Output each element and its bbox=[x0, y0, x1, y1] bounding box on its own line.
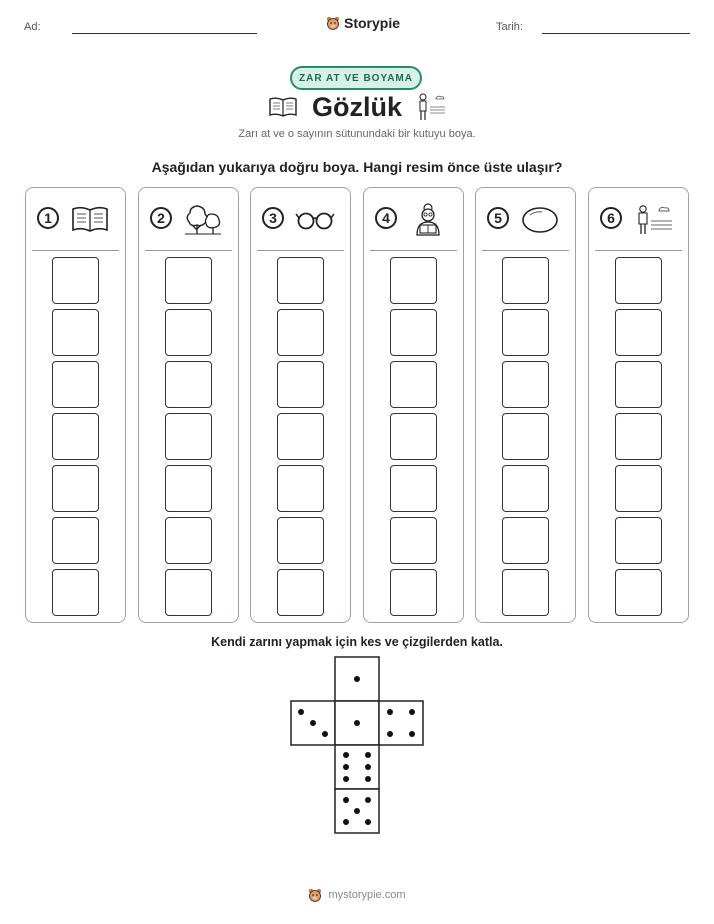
brand-logo bbox=[326, 15, 400, 31]
color-box[interactable] bbox=[165, 569, 212, 616]
column-number: 5 bbox=[487, 207, 509, 229]
color-box[interactable] bbox=[165, 257, 212, 304]
color-box[interactable] bbox=[390, 569, 437, 616]
color-box[interactable] bbox=[277, 569, 324, 616]
grandma-reading-icon bbox=[408, 202, 448, 236]
color-box[interactable] bbox=[165, 361, 212, 408]
color-box[interactable] bbox=[277, 361, 324, 408]
color-box[interactable] bbox=[52, 569, 99, 616]
brand-name: Storypie bbox=[344, 15, 401, 31]
column-divider bbox=[145, 250, 232, 251]
dice-net bbox=[290, 656, 426, 836]
column-divider bbox=[370, 250, 457, 251]
color-box[interactable] bbox=[52, 413, 99, 460]
color-box[interactable] bbox=[390, 257, 437, 304]
color-box[interactable] bbox=[165, 517, 212, 564]
color-box[interactable] bbox=[615, 361, 662, 408]
footer bbox=[0, 888, 714, 902]
footer-url[interactable]: mystorypie.com bbox=[328, 889, 406, 901]
color-box[interactable] bbox=[52, 517, 99, 564]
color-box[interactable] bbox=[52, 257, 99, 304]
color-box[interactable] bbox=[615, 517, 662, 564]
glasses-icon bbox=[295, 202, 335, 236]
activity-badge: ZAR AT VE BOYAMA bbox=[290, 66, 422, 90]
color-box[interactable] bbox=[52, 465, 99, 512]
color-box[interactable] bbox=[502, 569, 549, 616]
color-box[interactable] bbox=[390, 413, 437, 460]
dice-caption: Kendi zarını yapmak için kes ve çizgilerden katla. bbox=[211, 635, 503, 649]
column-number: 1 bbox=[37, 207, 59, 229]
color-box[interactable] bbox=[52, 309, 99, 356]
column-2 bbox=[138, 187, 239, 623]
column-5 bbox=[475, 187, 576, 623]
color-box[interactable] bbox=[502, 309, 549, 356]
column-3 bbox=[250, 187, 351, 623]
color-box[interactable] bbox=[615, 569, 662, 616]
column-number: 3 bbox=[262, 207, 284, 229]
column-1 bbox=[25, 187, 126, 623]
color-box[interactable] bbox=[390, 517, 437, 564]
date-label: Tarih: bbox=[496, 21, 523, 33]
bear-icon bbox=[308, 888, 322, 902]
color-box[interactable] bbox=[390, 309, 437, 356]
person-at-sea-icon bbox=[414, 91, 446, 123]
column-divider bbox=[595, 250, 682, 251]
color-box[interactable] bbox=[615, 309, 662, 356]
color-box[interactable] bbox=[502, 257, 549, 304]
page-title: Gözlük bbox=[311, 92, 402, 122]
color-box[interactable] bbox=[277, 309, 324, 356]
name-label: Ad: bbox=[24, 21, 41, 33]
name-line[interactable] bbox=[72, 33, 257, 34]
column-divider bbox=[482, 250, 569, 251]
color-box[interactable] bbox=[165, 309, 212, 356]
color-box[interactable] bbox=[615, 413, 662, 460]
column-divider bbox=[32, 250, 119, 251]
bear-icon bbox=[326, 16, 340, 30]
subtitle: Zarı at ve o sayının sütunundaki bir kutuyu boya. bbox=[238, 128, 476, 140]
color-box[interactable] bbox=[277, 465, 324, 512]
color-box[interactable] bbox=[615, 465, 662, 512]
column-number: 6 bbox=[600, 207, 622, 229]
color-box[interactable] bbox=[277, 257, 324, 304]
column-divider bbox=[257, 250, 344, 251]
column-number: 2 bbox=[150, 207, 172, 229]
person-at-sea-icon bbox=[633, 202, 673, 236]
color-box[interactable] bbox=[502, 465, 549, 512]
color-box[interactable] bbox=[165, 465, 212, 512]
color-box[interactable] bbox=[615, 257, 662, 304]
lens-icon bbox=[520, 202, 560, 236]
color-box[interactable] bbox=[390, 361, 437, 408]
color-box[interactable] bbox=[390, 465, 437, 512]
trees-icon bbox=[183, 202, 223, 236]
column-4 bbox=[363, 187, 464, 623]
open-book-icon bbox=[70, 202, 110, 236]
color-box[interactable] bbox=[502, 413, 549, 460]
color-box[interactable] bbox=[165, 413, 212, 460]
date-line[interactable] bbox=[542, 33, 690, 34]
color-box[interactable] bbox=[502, 361, 549, 408]
color-box[interactable] bbox=[277, 517, 324, 564]
color-box[interactable] bbox=[52, 361, 99, 408]
color-box[interactable] bbox=[277, 413, 324, 460]
instruction: Aşağıdan yukarıya doğru boya. Hangi resim önce üste ulaşır? bbox=[151, 159, 563, 175]
color-box[interactable] bbox=[502, 517, 549, 564]
column-number: 4 bbox=[375, 207, 397, 229]
column-6 bbox=[588, 187, 689, 623]
